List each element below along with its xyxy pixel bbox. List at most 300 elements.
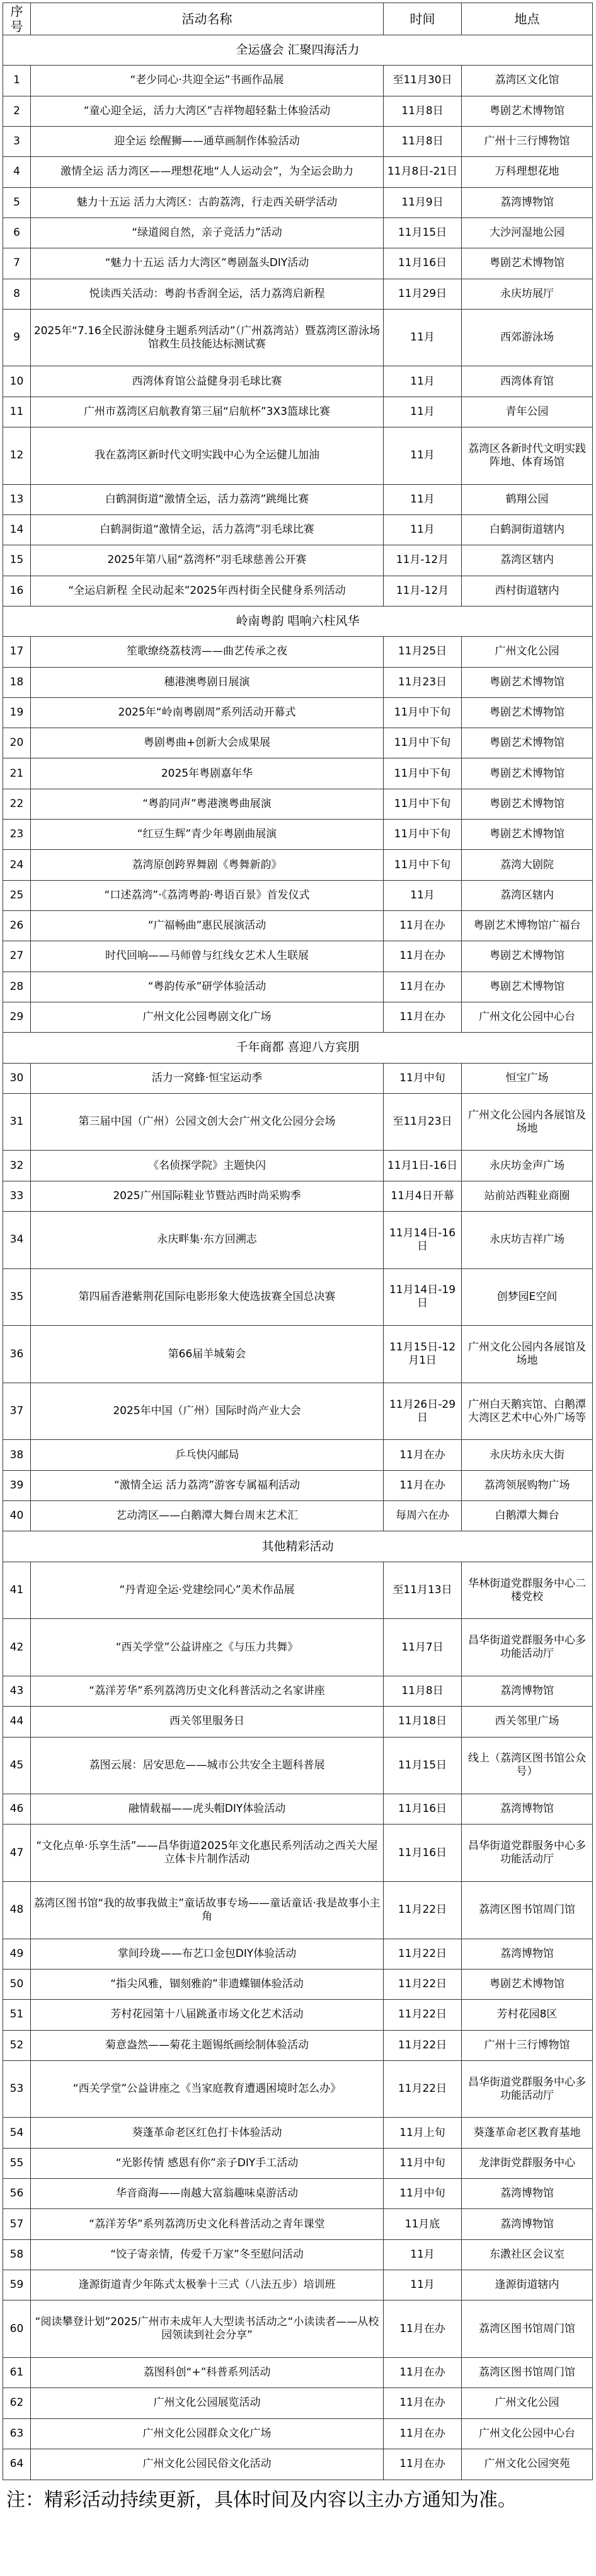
cell-location: 粤剧艺术博物馆	[462, 789, 593, 819]
cell-activity-name: “广福畅曲”惠民展演活动	[31, 911, 384, 941]
cell-time: 11月25日	[384, 637, 462, 667]
cell-time: 11月在办	[384, 2300, 462, 2358]
cell-time: 11月29日	[384, 279, 462, 309]
table-row	[3, 248, 593, 279]
table-row	[3, 2449, 593, 2480]
cell-time: 11月	[384, 397, 462, 427]
table-row	[3, 1794, 593, 1825]
cell-location: 荔湾博物馆	[462, 2179, 593, 2209]
table-row	[3, 2209, 593, 2239]
cell-time: 11月中旬	[384, 1063, 462, 1093]
table-row	[3, 1969, 593, 1999]
cell-location: 粤剧艺术博物馆	[462, 667, 593, 697]
cell-number: 38	[3, 1440, 31, 1470]
cell-time: 11月15日	[384, 218, 462, 248]
cell-activity-name: 芳村花园第十八届跳蚤市场文化艺术活动	[31, 2000, 384, 2030]
cell-activity-name: “魅力十五运 活力大湾区”粤剧盔头DIY活动	[31, 248, 384, 279]
table-row	[3, 2418, 593, 2449]
cell-time: 11月-12月	[384, 576, 462, 606]
table-row	[3, 366, 593, 397]
table-row	[3, 728, 593, 758]
cell-activity-name: “荔洋芳华”系列荔湾历史文化科普活动之名家讲座	[31, 1676, 384, 1706]
section-header-row	[3, 606, 593, 636]
cell-activity-name: “西关学堂”公益讲座之《当家庭教育遭遇困境时怎么办》	[31, 2060, 384, 2118]
cell-time: 11月中下旬	[384, 820, 462, 850]
cell-activity-name: 我在荔湾区新时代文明实践中心为全运健儿加油	[31, 427, 384, 485]
cell-time: 11月22日	[384, 2000, 462, 2030]
table-row	[3, 2239, 593, 2270]
cell-location: 广州白天鹅宾馆、白鹅潭大湾区艺术中心外广场等	[462, 1383, 593, 1440]
activity-table	[3, 3, 593, 2480]
cell-time: 11月18日	[384, 1707, 462, 1737]
cell-time: 11月26日-29日	[384, 1383, 462, 1440]
cell-activity-name: “红豆生辉”青少年粤剧曲展演	[31, 820, 384, 850]
cell-time: 11月	[384, 2239, 462, 2270]
cell-time: 11月在办	[384, 2449, 462, 2480]
cell-location: 粤剧艺术博物馆	[462, 941, 593, 972]
cell-location: 西关邻里广场	[462, 1707, 593, 1737]
cell-location: 荔湾区辖内	[462, 880, 593, 910]
table-row	[3, 484, 593, 514]
cell-location: 粤剧艺术博物馆	[462, 96, 593, 126]
cell-location: 粤剧艺术博物馆	[462, 697, 593, 728]
section-header-row	[3, 35, 593, 66]
cell-number: 23	[3, 820, 31, 850]
cell-time: 11月中下旬	[384, 758, 462, 789]
cell-activity-name: “饺子寄亲情，传爱千万家”冬至慰问活动	[31, 2239, 384, 2270]
cell-number: 26	[3, 911, 31, 941]
cell-time: 11月16日	[384, 1794, 462, 1825]
table-row	[3, 2357, 593, 2387]
section-title: 其他精彩活动	[3, 1531, 593, 1562]
cell-time: 11月	[384, 427, 462, 485]
cell-number: 7	[3, 248, 31, 279]
cell-number: 19	[3, 697, 31, 728]
table-row	[3, 1326, 593, 1383]
cell-number: 1	[3, 66, 31, 96]
cell-activity-name: 激情全运 活力湾区——理想花地“人人运动会”，为全运会助力	[31, 157, 384, 187]
cell-number: 46	[3, 1794, 31, 1825]
cell-number: 62	[3, 2388, 31, 2418]
cell-number: 36	[3, 1326, 31, 1383]
table-row	[3, 1676, 593, 1706]
table-row	[3, 514, 593, 545]
table-row	[3, 126, 593, 156]
cell-activity-name: 永庆畔集·东方回溯志	[31, 1212, 384, 1269]
cell-activity-name: 融情载福——虎头帽DIY体验活动	[31, 1794, 384, 1825]
cell-number: 13	[3, 484, 31, 514]
cell-location: 昌华街道党群服务中心多功能活动厅	[462, 1619, 593, 1676]
cell-number: 40	[3, 1501, 31, 1531]
table-row	[3, 1707, 593, 1737]
cell-number: 12	[3, 427, 31, 485]
cell-number: 64	[3, 2449, 31, 2480]
table-row	[3, 157, 593, 187]
cell-activity-name: 荔图云展：居安思危——城市公共安全主题科普展	[31, 1737, 384, 1794]
cell-activity-name: “西关学堂”公益讲座之《与压力共舞》	[31, 1619, 384, 1676]
cell-location: 广州文化公园内各展馆及场地	[462, 1326, 593, 1383]
table-row	[3, 880, 593, 910]
cell-activity-name: 2025年粤剧嘉年华	[31, 758, 384, 789]
cell-activity-name: “激情全运 活力荔湾”游客专属福利活动	[31, 1470, 384, 1500]
cell-time: 11月底	[384, 2209, 462, 2239]
cell-number: 31	[3, 1093, 31, 1151]
cell-activity-name: 华音商海——南越大富翁趣味桌游活动	[31, 2179, 384, 2209]
cell-activity-name: “丹青迎全运·党建绘同心”美术作品展	[31, 1562, 384, 1619]
table-row	[3, 279, 593, 309]
cell-number: 28	[3, 972, 31, 1002]
section-title: 千年商都 喜迎八方宾朋	[3, 1033, 593, 1063]
cell-time: 11月	[384, 366, 462, 397]
cell-activity-name: 菊意盎然——菊花主题锡纸画绘制体验活动	[31, 2030, 384, 2060]
cell-time: 11月9日	[384, 187, 462, 218]
cell-number: 9	[3, 309, 31, 366]
cell-activity-name: 荔湾原创跨界舞剧《粤舞新韵》	[31, 850, 384, 880]
cell-number: 25	[3, 880, 31, 910]
cell-activity-name: 白鹤洞街道“激情全运，活力荔湾”羽毛球比赛	[31, 514, 384, 545]
table-row	[3, 1882, 593, 1939]
cell-activity-name: 逢源街道青少年陈式太极拳十三式（八法五步）培训班	[31, 2270, 384, 2300]
cell-time: 11月8日	[384, 126, 462, 156]
cell-number: 24	[3, 850, 31, 880]
section-header-row	[3, 1033, 593, 1063]
cell-activity-name: 荔湾区图书馆“我的故事我做主”童话故事专场——童话童话·我是故事小主角	[31, 1882, 384, 1939]
cell-location: 永庆坊展厅	[462, 279, 593, 309]
cell-number: 4	[3, 157, 31, 187]
cell-location: 粤剧艺术博物馆	[462, 1969, 593, 1999]
cell-number: 51	[3, 2000, 31, 2030]
cell-number: 42	[3, 1619, 31, 1676]
cell-number: 55	[3, 2148, 31, 2178]
cell-number: 29	[3, 1002, 31, 1032]
table-row	[3, 1440, 593, 1470]
cell-activity-name: 第四届香港紫荆花国际电影形象大使选拔赛全国总决赛	[31, 1268, 384, 1326]
cell-activity-name: 广州文化公园民俗文化活动	[31, 2449, 384, 2480]
cell-number: 54	[3, 2118, 31, 2148]
cell-location: 荔湾博物馆	[462, 1676, 593, 1706]
cell-activity-name: 掌间玲珑——布艺口金包DIY体验活动	[31, 1939, 384, 1969]
table-row	[3, 758, 593, 789]
cell-time: 11月上旬	[384, 2118, 462, 2148]
cell-number: 41	[3, 1562, 31, 1619]
cell-number: 57	[3, 2209, 31, 2239]
cell-number: 18	[3, 667, 31, 697]
cell-activity-name: 2025年“岭南粤剧周”系列活动开幕式	[31, 697, 384, 728]
table-row	[3, 187, 593, 218]
cell-location: 永庆坊吉祥广场	[462, 1212, 593, 1269]
cell-location: 逢源街道辖内	[462, 2270, 593, 2300]
cell-location: 昌华街道党群服务中心多功能活动厅	[462, 2060, 593, 2118]
cell-location: 荔湾区图书馆周门馆	[462, 1882, 593, 1939]
table-row	[3, 1268, 593, 1326]
cell-time: 每周六在办	[384, 1501, 462, 1531]
cell-activity-name: 广州文化公园粤剧文化广场	[31, 1002, 384, 1032]
table-row	[3, 1151, 593, 1181]
table-row	[3, 789, 593, 819]
cell-number: 10	[3, 366, 31, 397]
table-row	[3, 972, 593, 1002]
cell-number: 47	[3, 1825, 31, 1882]
cell-time: 11月22日	[384, 1969, 462, 1999]
cell-activity-name: 荔图科创“+”科普系列活动	[31, 2357, 384, 2387]
cell-location: 站前站西鞋业商圈	[462, 1181, 593, 1211]
cell-number: 32	[3, 1151, 31, 1181]
cell-location: 昌华街道党群服务中心多功能活动厅	[462, 1825, 593, 1882]
table-row	[3, 850, 593, 880]
table-row	[3, 1063, 593, 1093]
cell-location: 广州文化公园突苑	[462, 2449, 593, 2480]
cell-time: 11月	[384, 484, 462, 514]
table-row	[3, 96, 593, 126]
cell-location: 广州文化公园中心台	[462, 2418, 593, 2449]
cell-time: 11月16日	[384, 1825, 462, 1882]
cell-activity-name: 时代回响——马师曾与红线女艺术人生联展	[31, 941, 384, 972]
cell-location: 万科理想花地	[462, 157, 593, 187]
cell-activity-name: 魅力十五运 活力大湾区：古韵荔湾，行走西关研学活动	[31, 187, 384, 218]
cell-location: 荔湾区图书馆周门馆	[462, 2357, 593, 2387]
cell-number: 45	[3, 1737, 31, 1794]
cell-number: 59	[3, 2270, 31, 2300]
cell-time: 11月在办	[384, 2357, 462, 2387]
table-row	[3, 667, 593, 697]
table-row	[3, 2118, 593, 2148]
cell-time: 11月在办	[384, 911, 462, 941]
cell-time: 11月	[384, 2270, 462, 2300]
cell-location: 恒宝广场	[462, 1063, 593, 1093]
table-row	[3, 820, 593, 850]
cell-number: 50	[3, 1969, 31, 1999]
cell-number: 6	[3, 218, 31, 248]
cell-number: 21	[3, 758, 31, 789]
cell-activity-name: “指尖风雅，锢刻雅韵”非遗蝶锢体验活动	[31, 1969, 384, 1999]
cell-location: 华林街道党群服务中心二楼党校	[462, 1562, 593, 1619]
cell-time: 11月中下旬	[384, 728, 462, 758]
table-row	[3, 1737, 593, 1794]
table-row	[3, 911, 593, 941]
cell-location: 粤剧艺术博物馆	[462, 248, 593, 279]
cell-number: 63	[3, 2418, 31, 2449]
cell-time: 至11月23日	[384, 1093, 462, 1151]
cell-location: 粤剧艺术博物馆	[462, 972, 593, 1002]
cell-time: 11月7日	[384, 1619, 462, 1676]
cell-time: 11月中下旬	[384, 789, 462, 819]
cell-activity-name: 艺动湾区——白鹅潭大舞台周末艺术汇	[31, 1501, 384, 1531]
cell-activity-name: 广州文化公园展览活动	[31, 2388, 384, 2418]
cell-location: 西村街道辖内	[462, 576, 593, 606]
cell-location: 荔湾博物馆	[462, 1939, 593, 1969]
cell-time: 11月14日-16日	[384, 1212, 462, 1269]
cell-time: 至11月30日	[384, 66, 462, 96]
cell-time: 11月	[384, 309, 462, 366]
cell-activity-name: 西关邻里服务日	[31, 1707, 384, 1737]
cell-time: 11月在办	[384, 1440, 462, 1470]
cell-number: 30	[3, 1063, 31, 1093]
cell-location: 葵蓬革命老区教育基地	[462, 2118, 593, 2148]
table-row	[3, 427, 593, 485]
table-row	[3, 1470, 593, 1500]
cell-time: 11月22日	[384, 2030, 462, 2060]
cell-location: 粤剧艺术博物馆	[462, 758, 593, 789]
cell-location: 荔湾领展购物广场	[462, 1470, 593, 1500]
cell-location: 荔湾博物馆	[462, 187, 593, 218]
cell-location: 芳村花园8区	[462, 2000, 593, 2030]
cell-time: 11月在办	[384, 1470, 462, 1500]
header-location: 地点	[462, 3, 593, 35]
cell-time: 11月中旬	[384, 2148, 462, 2178]
cell-number: 16	[3, 576, 31, 606]
cell-number: 60	[3, 2300, 31, 2358]
cell-activity-name: 葵蓬革命老区红色打卡体验活动	[31, 2118, 384, 2148]
cell-number: 8	[3, 279, 31, 309]
table-row	[3, 2060, 593, 2118]
table-row	[3, 637, 593, 667]
cell-activity-name: “童心迎全运，活力大湾区”吉祥物超轻黏土体验活动	[31, 96, 384, 126]
table-row	[3, 1825, 593, 1882]
cell-number: 44	[3, 1707, 31, 1737]
cell-location: 广州文化公园中心台	[462, 1002, 593, 1032]
cell-number: 20	[3, 728, 31, 758]
cell-time: 11月在办	[384, 941, 462, 972]
cell-location: 永庆坊永庆大街	[462, 1440, 593, 1470]
header-activity-name: 活动名称	[31, 3, 384, 35]
cell-time: 11月23日	[384, 667, 462, 697]
cell-time: 11月16日	[384, 248, 462, 279]
cell-activity-name: “粤韵同声”粤港澳粤曲展演	[31, 789, 384, 819]
cell-location: 广州文化公园内各展馆及场地	[462, 1093, 593, 1151]
cell-time: 11月-12月	[384, 545, 462, 576]
cell-location: 广州文化公园	[462, 637, 593, 667]
cell-location: 线上（荔湾区图书馆公众号）	[462, 1737, 593, 1794]
cell-number: 48	[3, 1882, 31, 1939]
cell-activity-name: “全运启新程 全民动起来”2025年西村街全民健身系列活动	[31, 576, 384, 606]
table-row	[3, 941, 593, 972]
cell-time: 11月在办	[384, 2418, 462, 2449]
cell-time: 11月22日	[384, 1882, 462, 1939]
cell-number: 22	[3, 789, 31, 819]
cell-number: 2	[3, 96, 31, 126]
cell-activity-name: 西湾体育馆公益健身羽毛球比赛	[31, 366, 384, 397]
table-row	[3, 576, 593, 606]
cell-activity-name: 2025年第八届“荔湾杯”羽毛球慈善公开赛	[31, 545, 384, 576]
cell-location: 大沙河湿地公园	[462, 218, 593, 248]
cell-location: 荔湾区辖内	[462, 545, 593, 576]
cell-time: 11月14日-19日	[384, 1268, 462, 1326]
cell-activity-name: “绿道阅自然，亲子竞活力”活动	[31, 218, 384, 248]
cell-number: 56	[3, 2179, 31, 2209]
table-row	[3, 1212, 593, 1269]
cell-activity-name: 活力一窝蜂·恒宝运动季	[31, 1063, 384, 1093]
cell-location: 广州十三行博物馆	[462, 2030, 593, 2060]
cell-location: 粤剧艺术博物馆	[462, 820, 593, 850]
cell-time: 11月中下旬	[384, 697, 462, 728]
cell-time: 11月在办	[384, 2388, 462, 2418]
cell-location: 龙津街党群服务中心	[462, 2148, 593, 2178]
section-header-row	[3, 1531, 593, 1562]
cell-number: 14	[3, 514, 31, 545]
cell-time: 11月15日-12月1日	[384, 1326, 462, 1383]
cell-location: 鹤翔公园	[462, 484, 593, 514]
table-row	[3, 2270, 593, 2300]
cell-time: 11月8日-21日	[384, 157, 462, 187]
cell-activity-name: 2025年中国（广州）国际时尚产业大会	[31, 1383, 384, 1440]
cell-activity-name: 广州文化公园群众文化广场	[31, 2418, 384, 2449]
cell-time: 至11月13日	[384, 1562, 462, 1619]
cell-number: 35	[3, 1268, 31, 1326]
cell-location: 创梦园E空间	[462, 1268, 593, 1326]
cell-activity-name: “粤韵传承”研学体验活动	[31, 972, 384, 1002]
cell-activity-name: “荔洋芳华”系列荔湾历史文化科普活动之青年课堂	[31, 2209, 384, 2239]
table-row	[3, 2300, 593, 2358]
cell-activity-name: 粤剧粤曲+创新大会成果展	[31, 728, 384, 758]
table-row	[3, 545, 593, 576]
cell-number: 17	[3, 637, 31, 667]
section-title: 全运盛会 汇聚四海活力	[3, 35, 593, 66]
cell-number: 49	[3, 1939, 31, 1969]
cell-time: 11月15日	[384, 1737, 462, 1794]
cell-location: 白鹅潭大舞台	[462, 1501, 593, 1531]
cell-activity-name: 白鹤洞街道“激情全运，活力荔湾”跳绳比赛	[31, 484, 384, 514]
cell-activity-name: 第三届中国（广州）公园文创大会广州文化公园分会场	[31, 1093, 384, 1151]
header-time: 时间	[384, 3, 462, 35]
cell-location: 荔湾区文化馆	[462, 66, 593, 96]
footnote: 注：精彩活动持续更新，具体时间及内容以主办方通知为准。	[6, 2489, 517, 2511]
cell-number: 15	[3, 545, 31, 576]
cell-time: 11月在办	[384, 1002, 462, 1032]
cell-time: 11月	[384, 880, 462, 910]
cell-number: 3	[3, 126, 31, 156]
cell-activity-name: 广州市荔湾区启航教育第三届“启航杯”3X3篮球比赛	[31, 397, 384, 427]
cell-location: 永庆坊金声广场	[462, 1151, 593, 1181]
cell-location: 青年公园	[462, 397, 593, 427]
table-row	[3, 1383, 593, 1440]
cell-activity-name: “文化点单·乐享生活”——昌华街道2025年文化惠民系列活动之西关大屋立体卡片制作活动	[31, 1825, 384, 1882]
cell-number: 61	[3, 2357, 31, 2387]
table-row	[3, 2000, 593, 2030]
cell-time: 11月4日开幕	[384, 1181, 462, 1211]
table-row	[3, 2148, 593, 2178]
table-row	[3, 1501, 593, 1531]
table-row	[3, 2388, 593, 2418]
table-row	[3, 397, 593, 427]
cell-time: 11月中下旬	[384, 850, 462, 880]
header-number: 序号	[3, 3, 31, 35]
cell-activity-name: “老少同心·共迎全运”书画作品展	[31, 66, 384, 96]
table-row	[3, 1562, 593, 1619]
cell-activity-name: 乒乓快闪邮局	[31, 1440, 384, 1470]
table-row	[3, 697, 593, 728]
cell-location: 荔湾博物馆	[462, 2209, 593, 2239]
cell-time: 11月22日	[384, 2060, 462, 2118]
cell-number: 43	[3, 1676, 31, 1706]
table-row	[3, 218, 593, 248]
cell-time: 11月8日	[384, 96, 462, 126]
cell-activity-name: “口述荔湾”·《荔湾粤韵·粤语百景》首发仪式	[31, 880, 384, 910]
table-header-row	[3, 3, 593, 35]
cell-number: 34	[3, 1212, 31, 1269]
cell-activity-name: “阅读攀登计划”2025广州市未成年人大型读书活动之“小读读者——从校园领读到社会分享”	[31, 2300, 384, 2358]
cell-activity-name: 第66届羊城菊会	[31, 1326, 384, 1383]
cell-activity-name: 穗港澳粤剧日展演	[31, 667, 384, 697]
table-row	[3, 1093, 593, 1151]
cell-location: 广州文化公园	[462, 2388, 593, 2418]
table-row	[3, 1002, 593, 1032]
cell-activity-name: 迎全运 绘醒狮——通草画制作体验活动	[31, 126, 384, 156]
cell-location: 西湾体育馆	[462, 366, 593, 397]
table-row	[3, 1619, 593, 1676]
cell-activity-name: “光影传情 感恩有你”亲子DIY手工活动	[31, 2148, 384, 2178]
cell-activity-name: 2025广州国际鞋业节暨站西时尚采购季	[31, 1181, 384, 1211]
table-row	[3, 66, 593, 96]
